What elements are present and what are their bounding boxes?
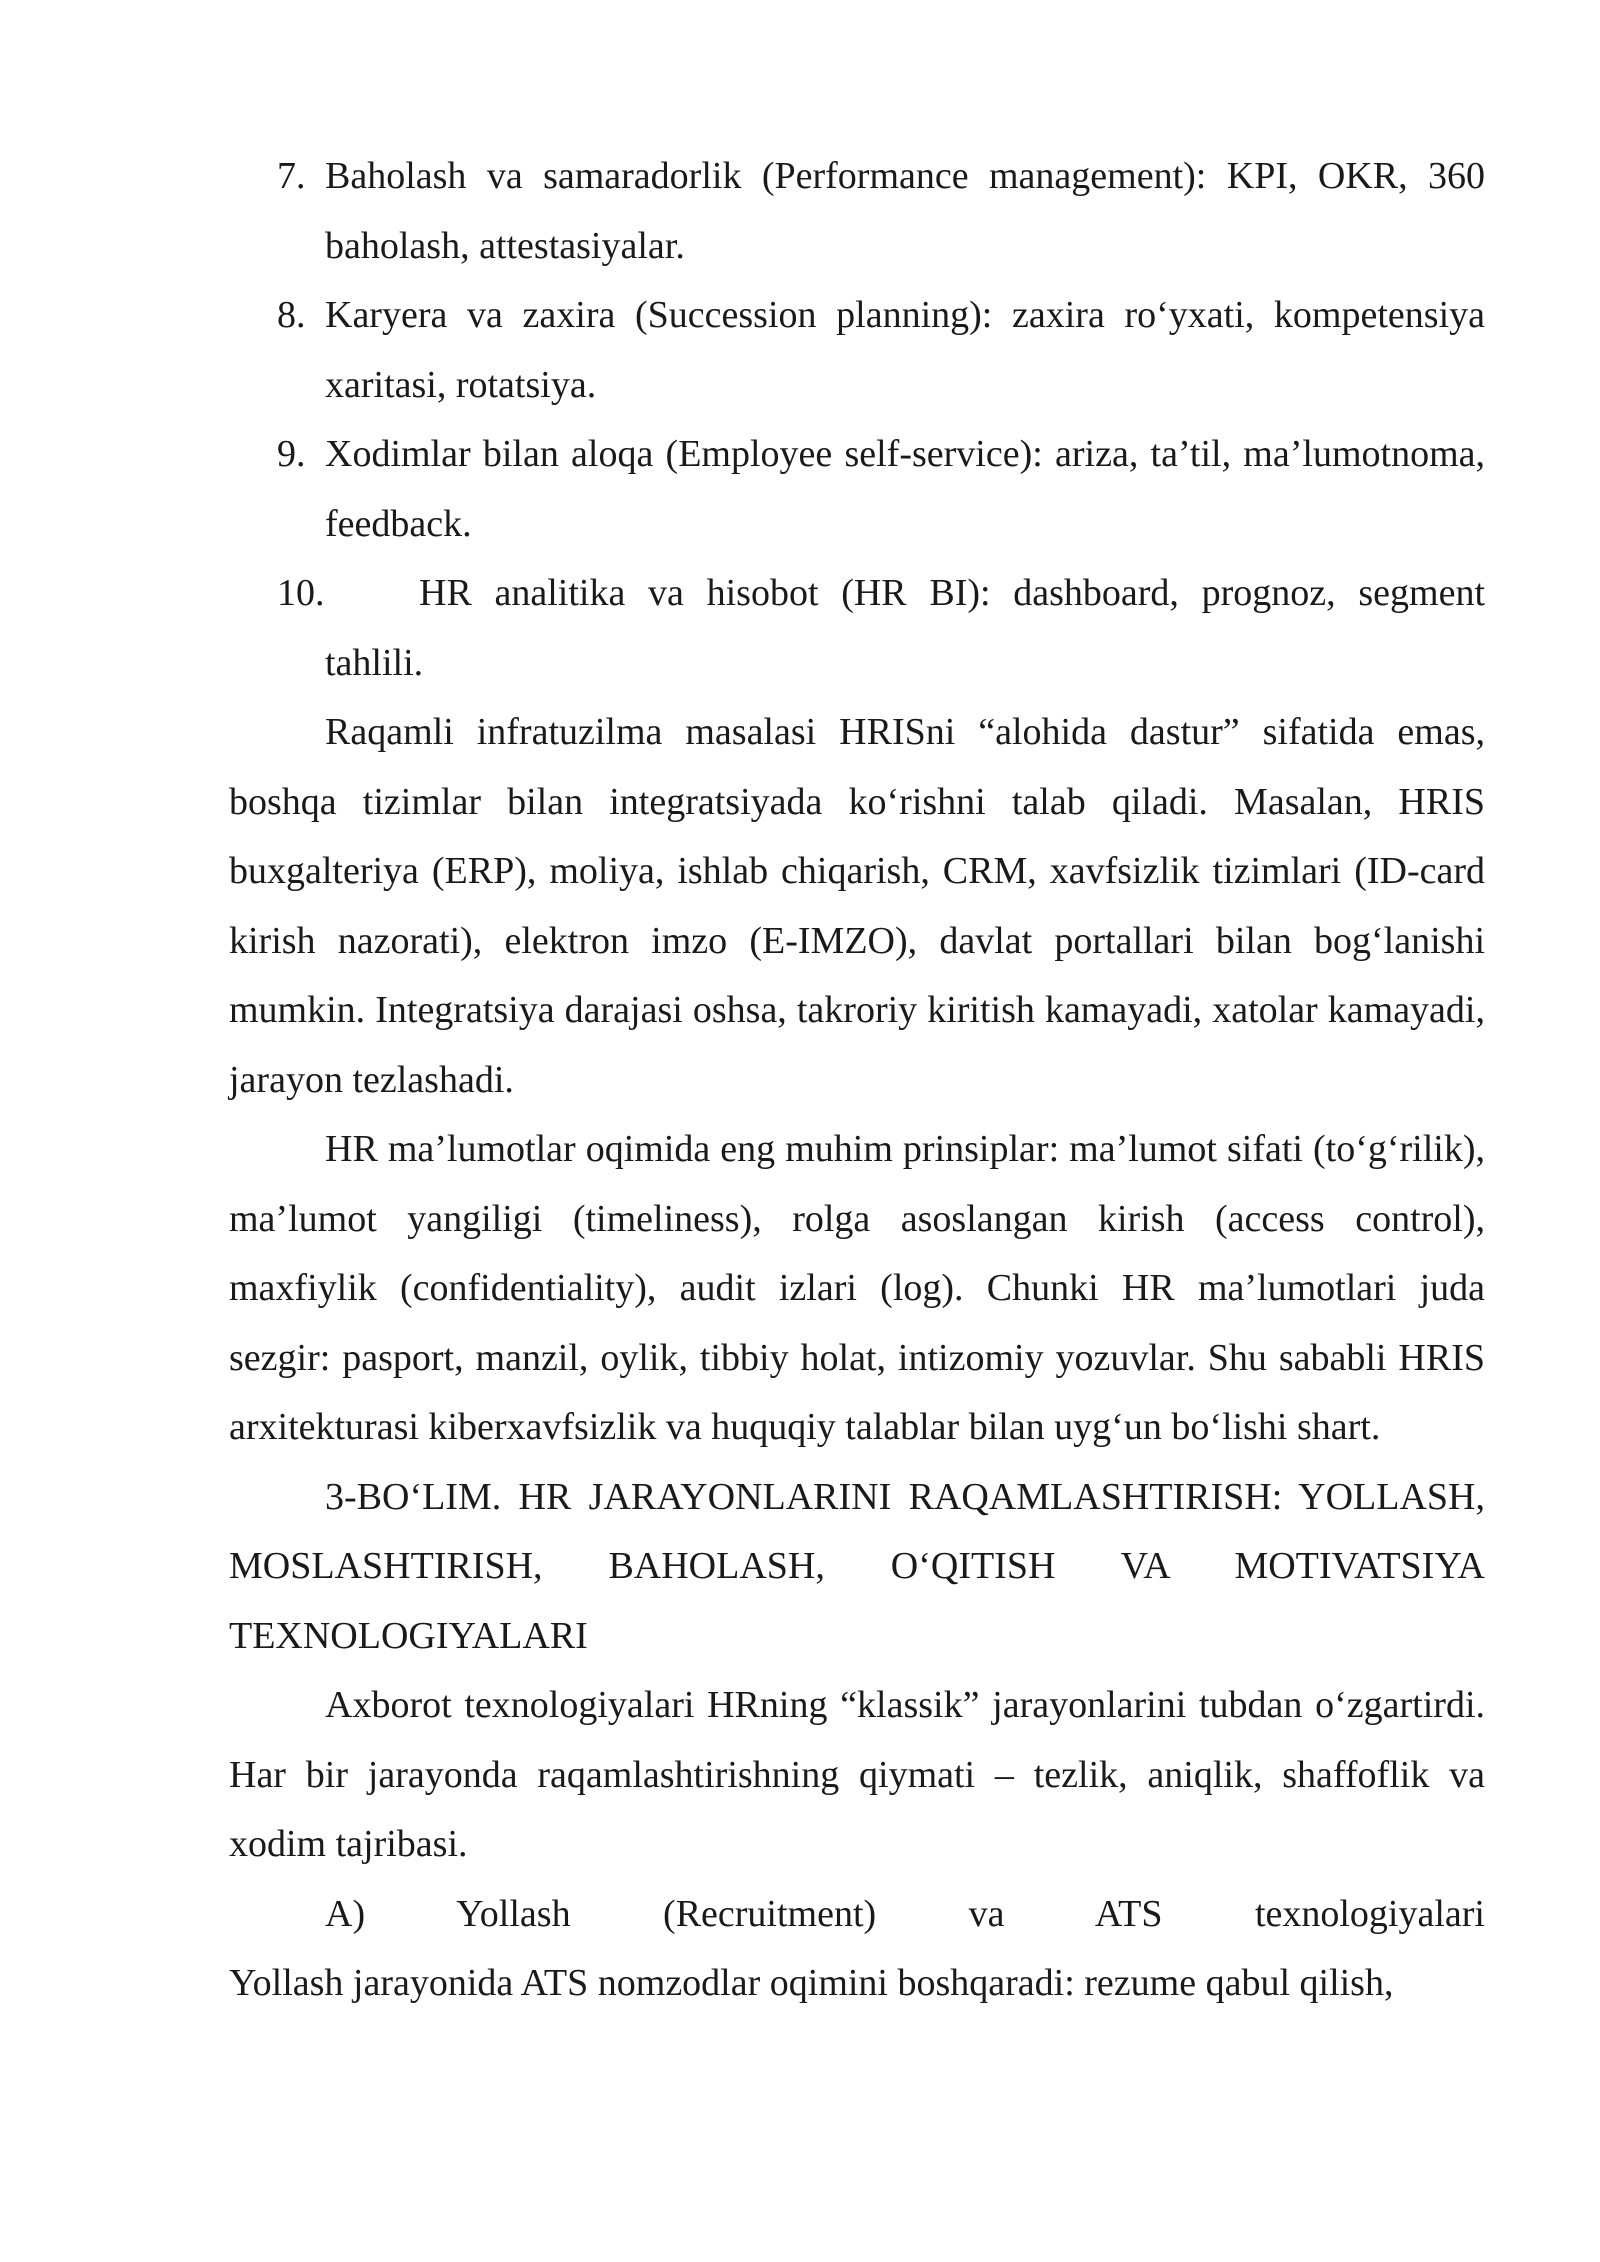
list-item — [229, 420, 1485, 559]
list-item-text: Baholash va samaradorlik (Performance management): KPI, OKR, 360 baholash, attestasiyalar. — [325, 155, 1485, 267]
paragraph-data-principles: HR ma’lumotlar oqimida eng muhim prinsiplar: ma’lumot sifati (to‘g‘rilik), ma’lumot yangiligi (timeliness), rolga asoslangan kirish (access control), maxfiylik (confidentiality), audit izlari (log). Chunki HR ma’lumotlari juda sezgir: pasport, manzil, oylik, tibbiy holat, intizomiy yozuvlar. Shu sababli HRIS arxitekturasi kiberxavfsizlik va huquqiy talablar bilan uyg‘un bo‘lishi shart. — [229, 1128, 1485, 1448]
list-item-text: HR analitika va hisobot (HR BI): dashboard, prognoz, segment tahlili. — [325, 572, 1485, 684]
list-item-text: Xodimlar bilan aloqa (Employee self-service): ariza, ta’til, ma’lumotnoma, feedback. — [325, 433, 1485, 545]
subsection-heading: A) Yollash (Recruitment) va ATS texnologiyalari — [325, 1892, 1485, 1935]
paragraph-ats: Yollash jarayonida ATS nomzodlar oqimini boshqaradi: rezume qabul qilish, — [229, 1962, 1394, 2004]
document-page — [229, 142, 1485, 2019]
list-item — [229, 142, 1485, 281]
list-number: 7. — [277, 155, 306, 197]
paragraph-it-changes: Axborot texnologiyalari HRning “klassik” jarayonlarini tubdan o‘zgartirdi. Har bir jarayonda raqamlashtirishning qiymati – tezlik, aniqlik, shaffoflik va xodim tajribasi. — [229, 1684, 1485, 1865]
list-item-text: Karyera va zaxira (Succession planning): zaxira ro‘yxati, kompetensiya xaritasi, rotatsiya. — [325, 294, 1485, 406]
list-item — [229, 559, 1485, 698]
list-number: 10. — [277, 572, 325, 614]
list-item — [229, 281, 1485, 420]
paragraph-infrastructure: Raqamli infratuzilma masalasi HRISni “alohida dastur” sifatida emas, boshqa tizimlar bilan integratsiyada ko‘rishni talab qiladi. Masalan, HRIS buxgalteriya (ERP), moliya, ishlab chiqarish, CRM, xavfsizlik tizimlari (ID-card kirish nazorati), elektron imzo (E-IMZO), davlat portallari bilan bog‘lanishi mumkin. Integratsiya darajasi oshsa, takroriy kiritish kamayadi, xatolar kamayadi, jarayon tezlashadi. — [229, 711, 1485, 1101]
list-number: 8. — [277, 294, 306, 336]
list-number: 9. — [277, 433, 306, 475]
section-heading: 3-BO‘LIM. HR JARAYONLARINI RAQAMLASHTIRISH: YOLLASH, MOSLASHTIRISH, BAHOLASH, O‘QITISH VA MOTIVATSIYA TEXNOLOGIYALARI — [229, 1475, 1485, 1657]
